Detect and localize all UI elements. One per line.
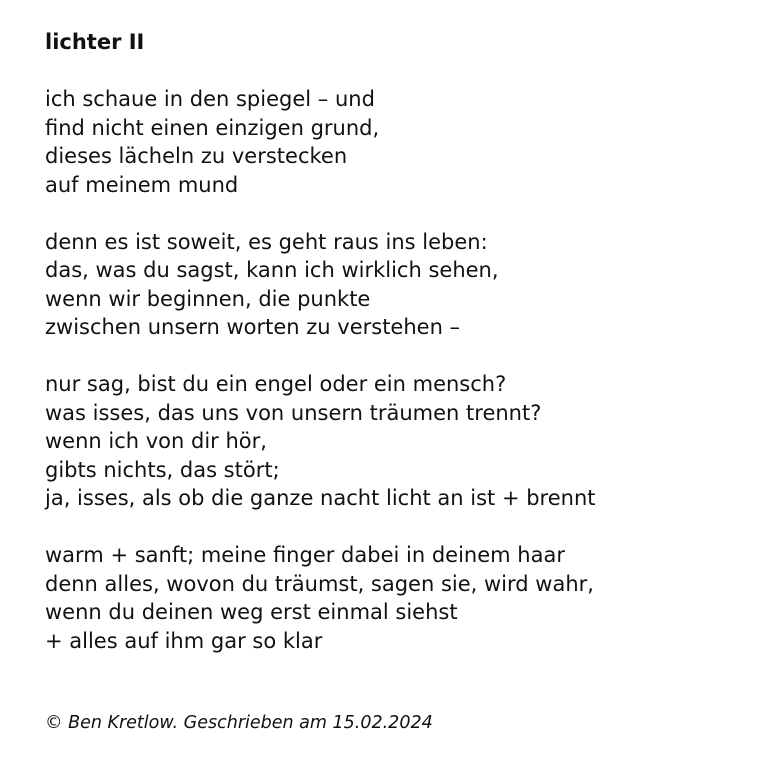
poem-line: wenn wir beginnen, die punkte [45, 286, 371, 311]
poem-line: + alles auf ihm gar so klar [45, 628, 323, 653]
poem-line: gibts nichts, das stört; [45, 457, 280, 482]
stanza-1 [45, 85, 745, 199]
poem-line: nur sag, bist du ein engel oder ein mensch? [45, 372, 507, 396]
poem-title: lichter II [45, 30, 145, 54]
poem-line: was isses, das uns von unsern träumen trennt? [45, 400, 542, 425]
stanza-4 [45, 541, 745, 655]
poem-line: dieses lächeln zu verstecken [45, 144, 348, 168]
poem-line: zwischen unsern worten zu verstehen – [45, 315, 461, 339]
poem-line: warm + sanft; meine finger dabei in deinem haar [45, 543, 565, 567]
poem-line: wenn du deinen weg erst einmal siehst [45, 600, 458, 624]
stanza-3 [45, 370, 745, 513]
copyright-footer: © Ben Kretlow. Geschrieben am 15.02.2024 [45, 713, 433, 733]
poem-line: denn es ist soweit, es geht raus ins leben: [45, 229, 488, 254]
poem-line: wenn ich von dir hör, [45, 429, 267, 453]
poem-line: denn alles, wovon du träumst, sagen sie, wird wahr, [45, 571, 594, 596]
poem-body [45, 85, 745, 655]
poem-line: auf meinem mund [45, 172, 239, 197]
poem-line: ja, isses, als ob die ganze nacht licht an ist + brennt [45, 486, 596, 510]
poem-line: das, was du sagst, kann ich wirklich sehen, [45, 258, 499, 282]
poem-line: find nicht einen einzigen grund, [45, 115, 380, 140]
poem-line: ich schaue in den spiegel – und [45, 87, 375, 111]
stanza-2 [45, 228, 745, 342]
poem-page [45, 28, 745, 684]
